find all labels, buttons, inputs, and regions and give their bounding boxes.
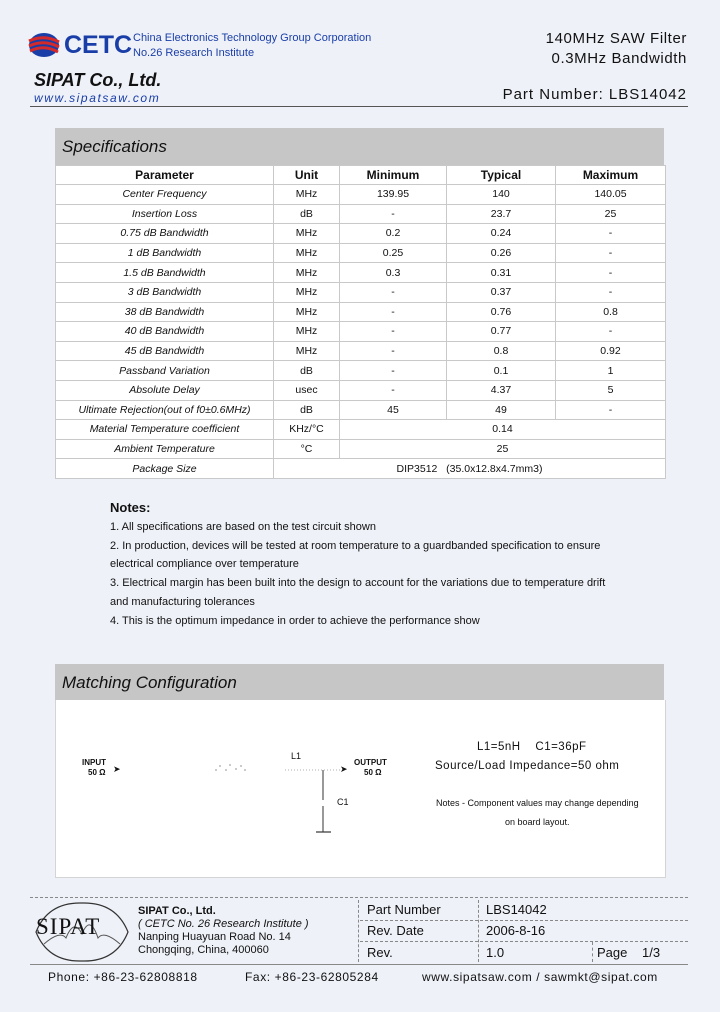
table-cell: - bbox=[340, 380, 447, 400]
output-label: OUTPUT bbox=[354, 758, 387, 767]
rev-value: 1.0 bbox=[486, 945, 505, 960]
parameter-cell: Ultimate Rejection(out of f0±0.6MHz) bbox=[56, 400, 274, 420]
table-header-row bbox=[56, 166, 666, 185]
footer-vertical-divider bbox=[478, 900, 479, 962]
footer-bottom-divider bbox=[30, 964, 688, 965]
parameter-cell: Ambient Temperature bbox=[56, 439, 274, 459]
matching-config-panel bbox=[55, 700, 666, 878]
part-number-label: Part Number bbox=[367, 902, 441, 917]
parameter-cell: Package Size bbox=[56, 459, 274, 479]
notes-title: Notes: bbox=[110, 500, 151, 515]
footer-fax: Fax: +86-23-62805284 bbox=[245, 970, 379, 984]
parameter-cell: 45 dB Bandwidth bbox=[56, 341, 274, 361]
table-cell: - bbox=[340, 361, 447, 381]
table-cell: - bbox=[556, 322, 666, 342]
column-header: Maximum bbox=[556, 166, 666, 185]
footer-phone: Phone: +86-23-62808818 bbox=[48, 970, 198, 984]
product-line-1: 140MHz SAW Filter bbox=[545, 30, 687, 47]
table-cell: - bbox=[556, 243, 666, 263]
note-line: 2. In production, devices will be tested at room temperature to a guardbanded specification to ensure bbox=[110, 540, 601, 552]
company-website[interactable]: www.sipatsaw.com bbox=[34, 91, 161, 105]
sipat-logo-text: SIPAT bbox=[36, 914, 101, 939]
footer-vertical-divider bbox=[358, 900, 359, 962]
column-header: Minimum bbox=[340, 166, 447, 185]
table-cell: MHz bbox=[274, 322, 340, 342]
component-note-line-2: on board layout. bbox=[505, 817, 570, 827]
table-row bbox=[56, 361, 666, 381]
table-cell: dB bbox=[274, 400, 340, 420]
table-cell: - bbox=[340, 282, 447, 302]
note-line: 3. Electrical margin has been built into the design to account for the variations due to temperature drift bbox=[110, 577, 606, 589]
footer-institute: ( CETC No. 26 Research Institute ) bbox=[138, 918, 309, 930]
note-line: electrical compliance over temperature bbox=[110, 558, 299, 570]
footer-grid-divider bbox=[360, 941, 688, 942]
part-number-header: Part Number: LBS14042 bbox=[502, 86, 687, 103]
parameter-cell: 40 dB Bandwidth bbox=[56, 322, 274, 342]
page-value: 1/3 bbox=[642, 945, 661, 960]
table-row bbox=[56, 341, 666, 361]
table-row bbox=[56, 400, 666, 420]
page-label: Page bbox=[597, 945, 628, 960]
footer-contact[interactable]: www.sipatsaw.com / sawmkt@sipat.com bbox=[422, 970, 658, 984]
table-cell: 0.24 bbox=[447, 224, 556, 244]
table-cell: 0.76 bbox=[447, 302, 556, 322]
corp-line-1: China Electronics Technology Group Corporation bbox=[133, 32, 372, 44]
note-line: 1. All specifications are based on the test circuit shown bbox=[110, 521, 376, 533]
note-line: and manufacturing tolerances bbox=[110, 596, 255, 608]
footer-top-divider bbox=[30, 897, 688, 898]
table-cell: 0.37 bbox=[447, 282, 556, 302]
parameter-cell: 1 dB Bandwidth bbox=[56, 243, 274, 263]
table-cell: 0.26 bbox=[447, 243, 556, 263]
parameter-cell: Insertion Loss bbox=[56, 204, 274, 224]
c1-label: C1 bbox=[337, 797, 349, 807]
table-row bbox=[56, 459, 666, 479]
table-row bbox=[56, 282, 666, 302]
table-cell: - bbox=[556, 282, 666, 302]
parameter-cell: Passband Variation bbox=[56, 361, 274, 381]
table-cell: 0.25 bbox=[340, 243, 447, 263]
input-arrow-icon: ➤ bbox=[113, 764, 121, 774]
table-row bbox=[56, 263, 666, 283]
parameter-cell: Absolute Delay bbox=[56, 380, 274, 400]
corp-line-2: No.26 Research Institute bbox=[133, 47, 255, 59]
specifications-table bbox=[55, 165, 666, 479]
table-row bbox=[56, 204, 666, 224]
table-cell: MHz bbox=[274, 224, 340, 244]
table-cell: 23.7 bbox=[447, 204, 556, 224]
table-cell: - bbox=[340, 322, 447, 342]
table-cell: KHz/°C bbox=[274, 420, 340, 440]
table-row bbox=[56, 439, 666, 459]
table-row bbox=[56, 224, 666, 244]
column-header: Typical bbox=[447, 166, 556, 185]
table-cell: 0.77 bbox=[447, 322, 556, 342]
input-label: INPUT bbox=[82, 758, 106, 767]
saw-filter-symbol-icon bbox=[210, 760, 250, 774]
footer-company: SIPAT Co., Ltd. bbox=[138, 905, 216, 917]
table-cell: 5 bbox=[556, 380, 666, 400]
table-cell: 0.31 bbox=[447, 263, 556, 283]
column-header: Unit bbox=[274, 166, 340, 185]
column-header: Parameter bbox=[56, 166, 274, 185]
table-cell: - bbox=[556, 263, 666, 283]
table-cell: - bbox=[340, 204, 447, 224]
table-cell: usec bbox=[274, 380, 340, 400]
source-load-impedance: Source/Load Impedance=50 ohm bbox=[435, 760, 620, 772]
cetc-logo-text: CETC bbox=[64, 31, 133, 59]
table-cell: - bbox=[340, 341, 447, 361]
table-cell: 49 bbox=[447, 400, 556, 420]
parameter-cell: Center Frequency bbox=[56, 185, 274, 205]
component-note-line-1: Notes - Component values may change depending bbox=[436, 798, 639, 808]
table-cell: MHz bbox=[274, 185, 340, 205]
table-cell: dB bbox=[274, 361, 340, 381]
table-cell: 1 bbox=[556, 361, 666, 381]
table-cell: 0.14 bbox=[340, 420, 666, 440]
table-cell: MHz bbox=[274, 243, 340, 263]
footer-vertical-divider bbox=[592, 942, 593, 962]
table-cell: MHz bbox=[274, 263, 340, 283]
table-cell: 25 bbox=[340, 439, 666, 459]
table-row bbox=[56, 185, 666, 205]
table-cell: DIP3512 (35.0x12.8x4.7mm3) bbox=[274, 459, 666, 479]
footer-address-1: Nanping Huayuan Road No. 14 bbox=[138, 931, 291, 943]
output-impedance: 50 Ω bbox=[364, 768, 382, 777]
parameter-cell: 1.5 dB Bandwidth bbox=[56, 263, 274, 283]
table-cell: - bbox=[340, 302, 447, 322]
table-cell: 45 bbox=[340, 400, 447, 420]
specifications-header: Specifications bbox=[55, 128, 664, 165]
cetc-logo-icon bbox=[26, 30, 62, 60]
company-name: SIPAT Co., Ltd. bbox=[34, 70, 162, 90]
table-cell: MHz bbox=[274, 302, 340, 322]
table-row bbox=[56, 243, 666, 263]
rev-date-label: Rev. Date bbox=[367, 923, 424, 938]
matching-config-header: Matching Configuration bbox=[55, 664, 664, 701]
table-cell: 4.37 bbox=[447, 380, 556, 400]
parameter-cell: 3 dB Bandwidth bbox=[56, 282, 274, 302]
table-cell: 140 bbox=[447, 185, 556, 205]
component-values: L1=5nH C1=36pF bbox=[477, 741, 587, 753]
table-cell: MHz bbox=[274, 341, 340, 361]
table-cell: 139.95 bbox=[340, 185, 447, 205]
table-cell: - bbox=[556, 400, 666, 420]
table-cell: 0.8 bbox=[447, 341, 556, 361]
header-divider bbox=[30, 106, 688, 107]
note-line: 4. This is the optimum impedance in order to achieve the performance show bbox=[110, 615, 480, 627]
table-row bbox=[56, 420, 666, 440]
part-number-value: LBS14042 bbox=[486, 902, 547, 917]
input-impedance: 50 Ω bbox=[88, 768, 106, 777]
parameter-cell: 38 dB Bandwidth bbox=[56, 302, 274, 322]
footer-grid-divider bbox=[360, 920, 688, 921]
table-cell: - bbox=[556, 224, 666, 244]
footer-address-2: Chongqing, China, 400060 bbox=[138, 944, 269, 956]
table-cell: 25 bbox=[556, 204, 666, 224]
product-line-2: 0.3MHz Bandwidth bbox=[551, 50, 687, 67]
table-row bbox=[56, 302, 666, 322]
table-cell: 0.8 bbox=[556, 302, 666, 322]
l1-label: L1 bbox=[291, 751, 302, 761]
table-cell: dB bbox=[274, 204, 340, 224]
table-cell: 0.3 bbox=[340, 263, 447, 283]
parameter-cell: Material Temperature coefficient bbox=[56, 420, 274, 440]
parameter-cell: 0.75 dB Bandwidth bbox=[56, 224, 274, 244]
table-cell: 0.1 bbox=[447, 361, 556, 381]
table-cell: 0.2 bbox=[340, 224, 447, 244]
table-cell: °C bbox=[274, 439, 340, 459]
table-cell: MHz bbox=[274, 282, 340, 302]
table-cell: 0.92 bbox=[556, 341, 666, 361]
matching-circuit-diagram bbox=[285, 762, 345, 834]
rev-date-value: 2006-8-16 bbox=[486, 923, 546, 938]
table-cell: 140.05 bbox=[556, 185, 666, 205]
output-arrow-icon: ➤ bbox=[340, 764, 348, 774]
table-row bbox=[56, 380, 666, 400]
rev-label: Rev. bbox=[367, 945, 393, 960]
table-row bbox=[56, 322, 666, 342]
